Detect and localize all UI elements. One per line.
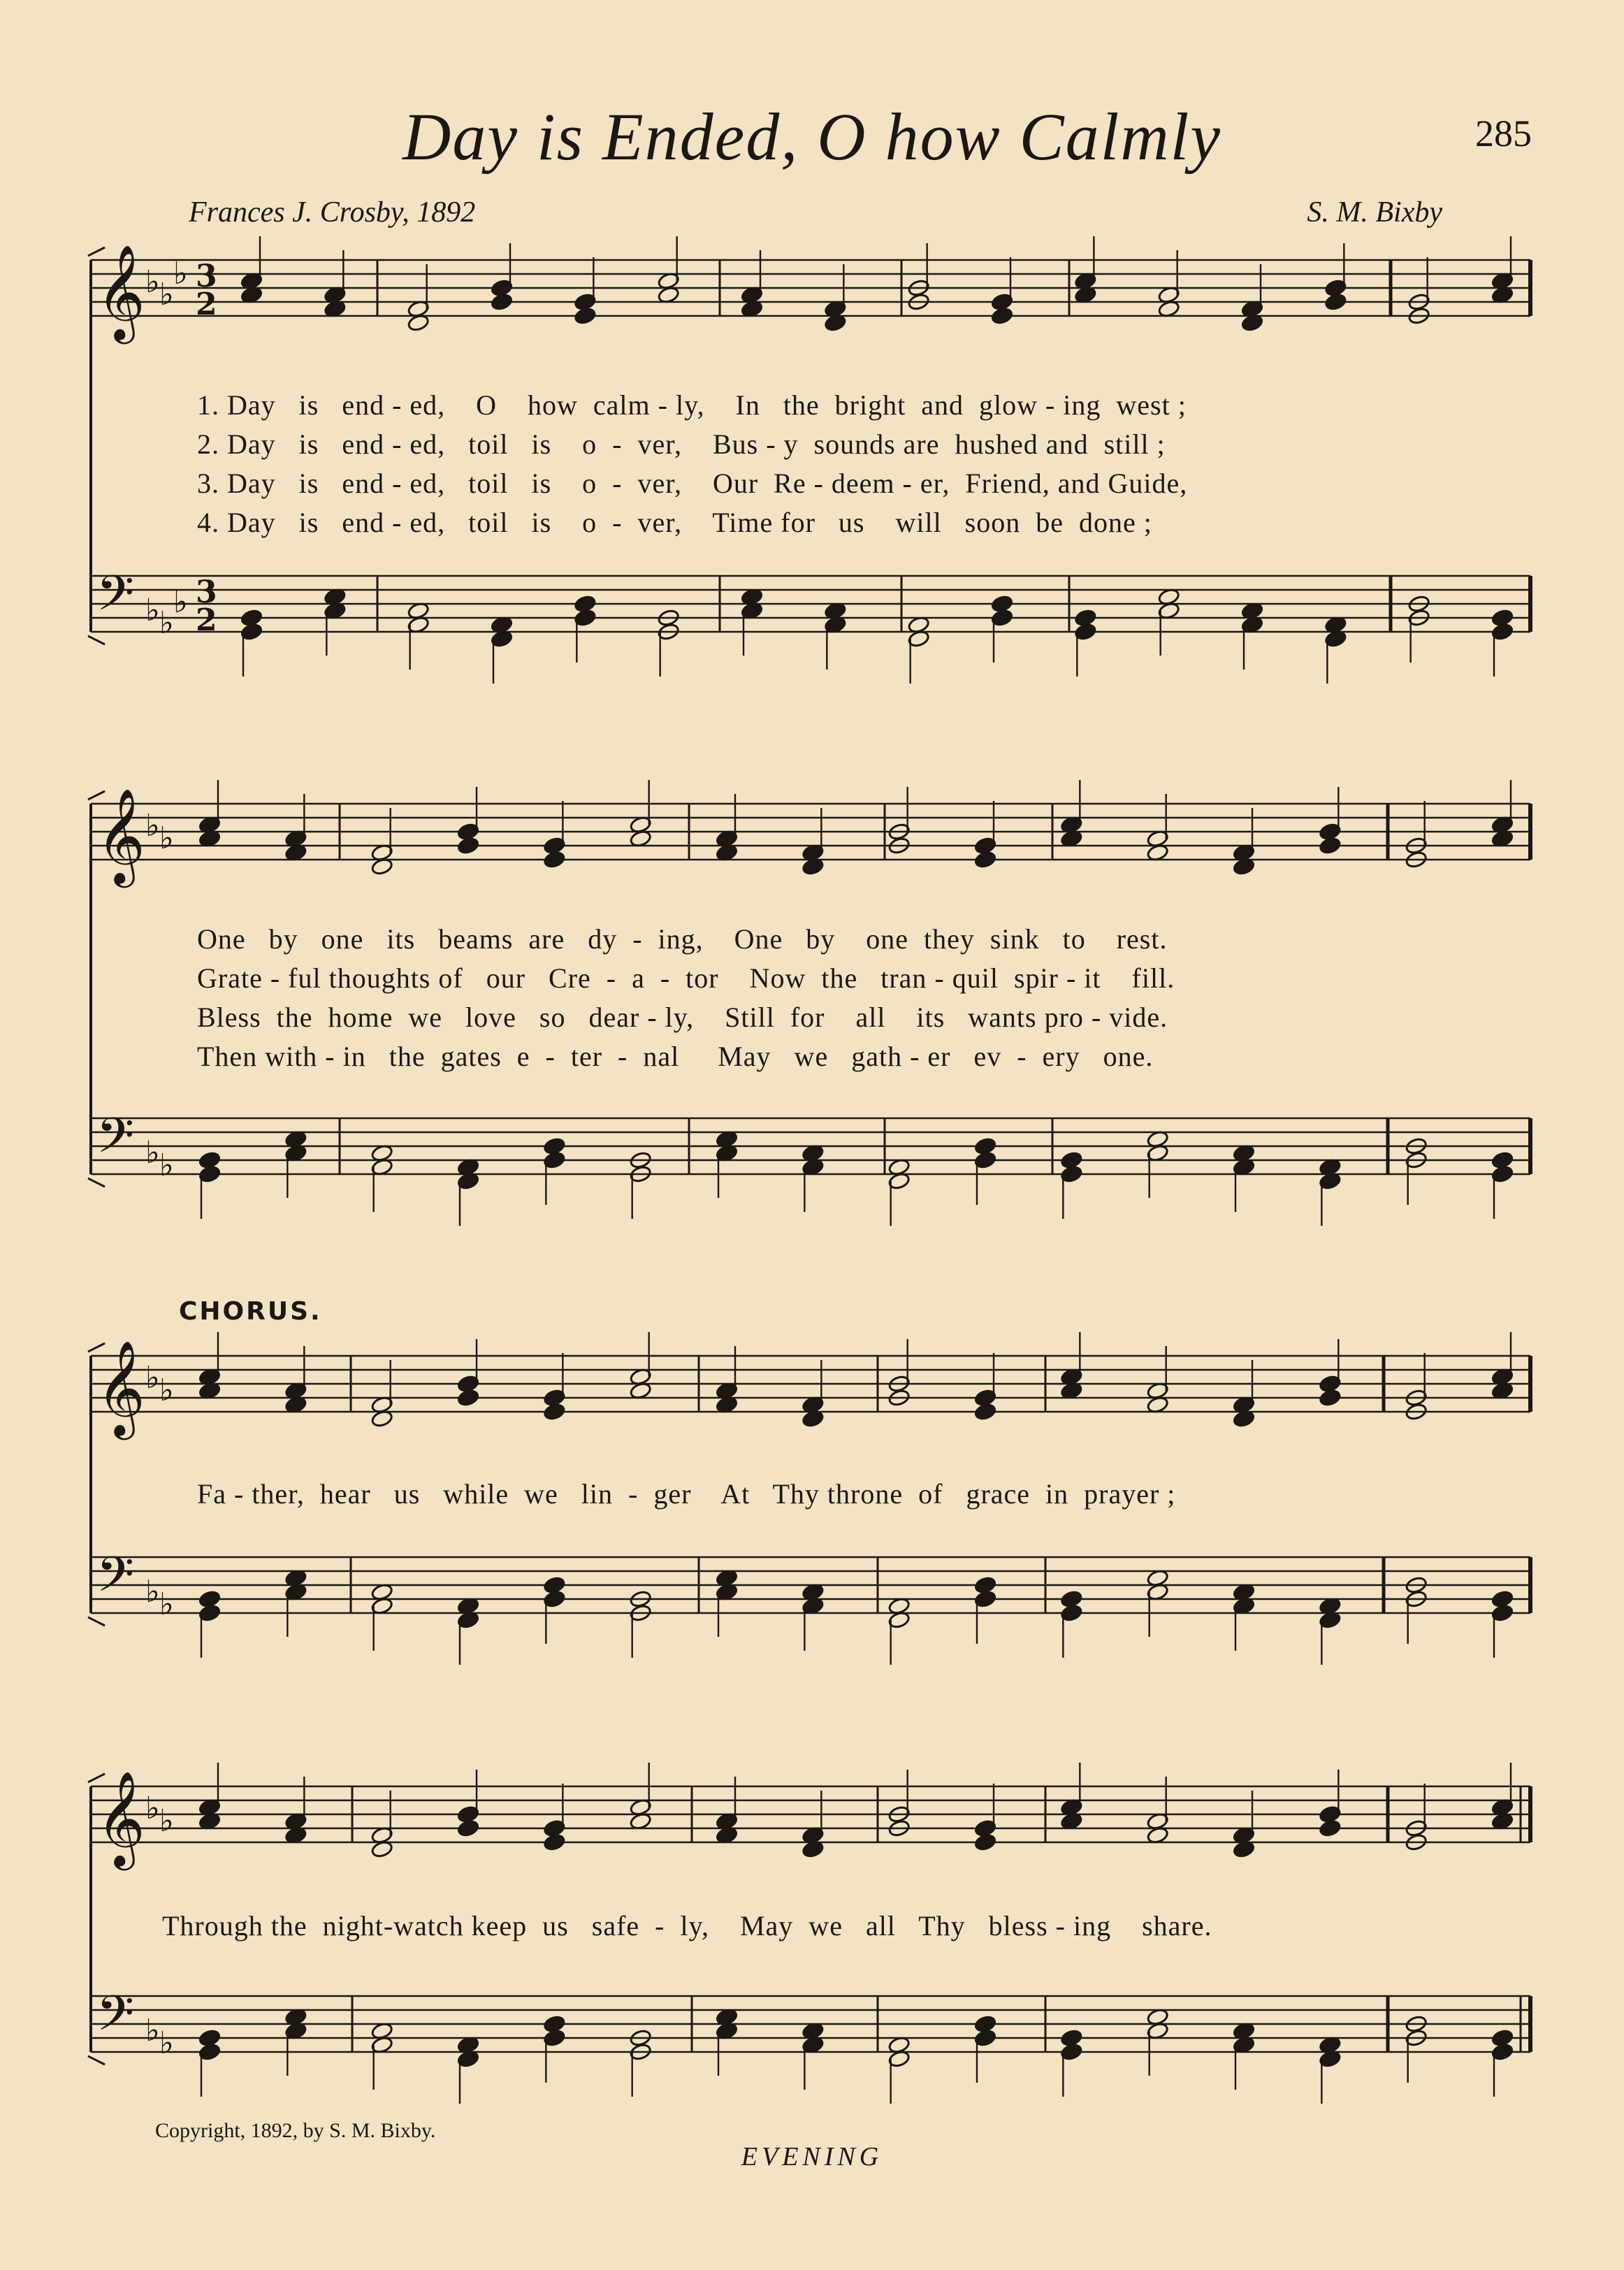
chorus-line-1: Fa - ther, hear us while we lin - ger At Thy throne of grace in prayer ; [197, 1478, 1176, 1510]
flat-sign: ♭ [145, 1791, 160, 1826]
flat-sign: ♭ [145, 593, 160, 628]
flat-sign: ♭ [159, 820, 174, 856]
verse-2-line-1: 2. Day is end - ed, toil is o - ver, Bus - y sounds are hushed and still ; [197, 428, 1166, 460]
note-head [1319, 1389, 1341, 1407]
flat-sign: ♭ [145, 808, 160, 844]
verse-3-line-2: Bless the home we love so dear - ly, Still for all its wants pro - vide. [197, 1002, 1168, 1033]
note-head [1319, 837, 1341, 855]
verse-3-line-1: 3. Day is end - ed, toil is o - ver, Our Re - deem - er, Friend, and Guide, [197, 468, 1188, 499]
flat-sign: ♭ [145, 2013, 160, 2048]
hymn-title: Day is Ended, O how Calmly [403, 99, 1221, 174]
note-head [457, 1389, 479, 1407]
composer-credit: S. M. Bixby [1307, 196, 1442, 229]
note-head [974, 1833, 996, 1851]
verse-4-line-1: 4. Day is end - ed, toil is o - ver, Time for us will soon be done ; [197, 507, 1152, 538]
note-head [543, 1833, 565, 1851]
verse-2-line-2: Grate - ful thoughts of our Cre - a - tor Now the tran - quil spir - it fill. [197, 962, 1175, 994]
bass-clef: 𝄢 [96, 1107, 135, 1176]
bass-clef: 𝄢 [96, 1985, 135, 2053]
treble-clef: 𝄞 [96, 1339, 145, 1436]
flat-sign: ♭ [145, 1360, 160, 1396]
note-head [574, 307, 596, 325]
flat-sign: ♭ [159, 1373, 174, 1408]
verse-1-line-2: One by one its beams are dy - ing, One by one they sink to rest. [197, 923, 1168, 955]
treble-clef: 𝄞 [96, 787, 145, 883]
treble-clef: 𝄞 [96, 1770, 145, 1866]
bracket-bottom [88, 2056, 105, 2065]
flat-sign: ♭ [159, 605, 174, 641]
time-signature-top: 3 [196, 574, 217, 610]
note-head [457, 837, 479, 855]
flat-sign: ♭ [173, 256, 188, 291]
bracket-bottom [88, 1178, 105, 1187]
copyright-notice: Copyright, 1892, by S. M. Bixby. [155, 2119, 436, 2142]
flat-sign: ♭ [145, 264, 160, 300]
flat-sign: ♭ [159, 2025, 174, 2061]
verse-4-line-2: Then with - in the gates e - ter - nal May we gath - er ev - ery one. [197, 1041, 1154, 1072]
note-head [974, 1403, 996, 1421]
chorus-label: CHORUS. [179, 1297, 322, 1326]
flat-sign: ♭ [159, 1803, 174, 1839]
flat-sign: ♭ [145, 1574, 160, 1610]
flat-sign: ♭ [145, 1135, 160, 1171]
time-signature-top: 3 [196, 259, 217, 294]
note-head [491, 293, 513, 311]
flat-sign: ♭ [159, 277, 174, 312]
running-footer: EVENING [741, 2142, 883, 2171]
bass-clef: 𝄢 [96, 565, 135, 633]
flat-sign: ♭ [159, 1148, 174, 1183]
flat-sign: ♭ [159, 1586, 174, 1622]
note-head [543, 851, 565, 869]
note-head [991, 307, 1013, 325]
time-signature-bottom: 2 [196, 602, 217, 638]
verse-1-line-1: 1. Day is end - ed, O how calm - ly, In the bright and glow - ing west ; [197, 389, 1187, 421]
page-number: 285 [1475, 113, 1532, 154]
note-head [457, 1819, 479, 1837]
bass-clef: 𝄢 [96, 1546, 135, 1614]
author-credit: Frances J. Crosby, 1892 [189, 196, 476, 229]
note-head [974, 851, 996, 869]
flat-sign: ♭ [173, 584, 188, 620]
note-head [1324, 293, 1347, 311]
note-head [1319, 1819, 1341, 1837]
chorus-line-2: Through the night-watch keep us safe - ly, May we all Thy bless - ing share. [162, 1910, 1212, 1942]
time-signature-bottom: 2 [196, 287, 217, 322]
bracket-bottom [88, 1617, 105, 1626]
treble-clef: 𝄞 [96, 243, 145, 340]
note-head [543, 1403, 565, 1421]
bracket-bottom [88, 636, 105, 644]
